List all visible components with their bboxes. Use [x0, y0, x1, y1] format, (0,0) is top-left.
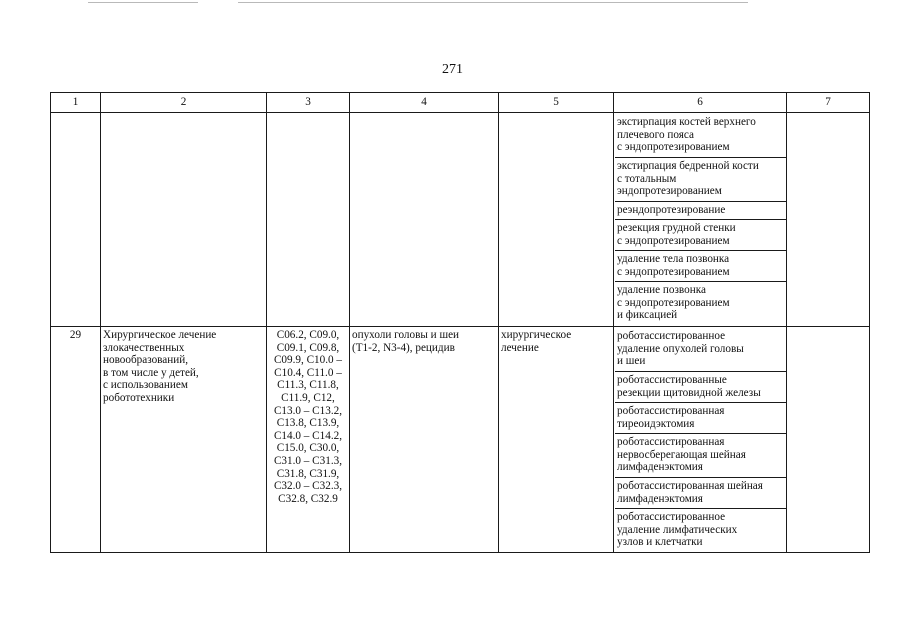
- header-col-2: 2: [101, 93, 267, 113]
- cell-methods: [614, 327, 787, 553]
- method-item: резекция грудной стенки с эндопротезированием: [615, 220, 786, 251]
- method-item: роботассистированные резекции щитовидной железы: [615, 372, 786, 403]
- method-item: удаление тела позвонка с эндопротезированием: [615, 251, 786, 282]
- cell-treatment: хирургическое лечение: [499, 327, 614, 553]
- header-col-4: 4: [350, 93, 499, 113]
- cell-model-empty: [350, 113, 499, 327]
- services-table: [50, 92, 870, 553]
- table-row-continuation: [51, 113, 870, 327]
- cell-treatment-empty: [499, 113, 614, 327]
- method-item: роботассистированная шейная лимфаденэктомия: [615, 478, 786, 509]
- header-col-7: 7: [787, 93, 870, 113]
- header-col-6: 6: [614, 93, 787, 113]
- page-number: 271: [442, 62, 463, 77]
- header-col-3: 3: [267, 93, 350, 113]
- cell-col7-empty: [787, 113, 870, 327]
- cell-model: опухоли головы и шеи (T1-2, N3-4), рецидив: [350, 327, 499, 553]
- method-item: роботассистированное удаление опухолей головы и шеи: [615, 328, 786, 372]
- scan-edge-line-right: [238, 2, 748, 3]
- method-item: экстирпация костей верхнего плечевого пояса с эндопротезированием: [615, 114, 786, 158]
- table-row-29: [51, 327, 870, 553]
- method-item: удаление позвонка с эндопротезированием и фиксацией: [617, 284, 730, 322]
- cell-number-empty: [51, 113, 101, 327]
- method-item: реэндопротезирование: [615, 202, 786, 220]
- header-col-1: 1: [51, 93, 101, 113]
- cell-methods: [614, 113, 787, 327]
- header-row: [51, 93, 870, 113]
- scan-edge-line-left: [88, 2, 198, 3]
- cell-codes: C06.2, C09.0, C09.1, C09.8, C09.9, C10.0 – C10.4, C11.0 – C11.3, C11.8, C11.9, C12, C13.0 – C13.2, C13.8, C13.9, C14.0 – C14.2, C15.0, C30.0, C31.0 – C31.3, C31.8, C31.9, C32.0 – C32.3, C32.8, C32.9: [267, 327, 350, 553]
- cell-codes-empty: [267, 113, 350, 327]
- cell-name-empty: [101, 113, 267, 327]
- method-item: роботассистированное удаление лимфатических узлов и клетчатки: [617, 511, 738, 549]
- cell-number: 29: [51, 327, 101, 553]
- method-item: экстирпация бедренной кости с тотальным эндопротезированием: [615, 158, 786, 202]
- cell-col7-empty: [787, 327, 870, 553]
- method-item: роботассистированная тиреоидэктомия: [615, 403, 786, 434]
- cell-name: Хирургическое лечение злокачественных новообразований, в том числе у детей, с использованием робототехники: [101, 327, 267, 553]
- method-item: роботассистированная нервосберегающая шейная лимфаденэктомия: [615, 434, 786, 478]
- header-col-5: 5: [499, 93, 614, 113]
